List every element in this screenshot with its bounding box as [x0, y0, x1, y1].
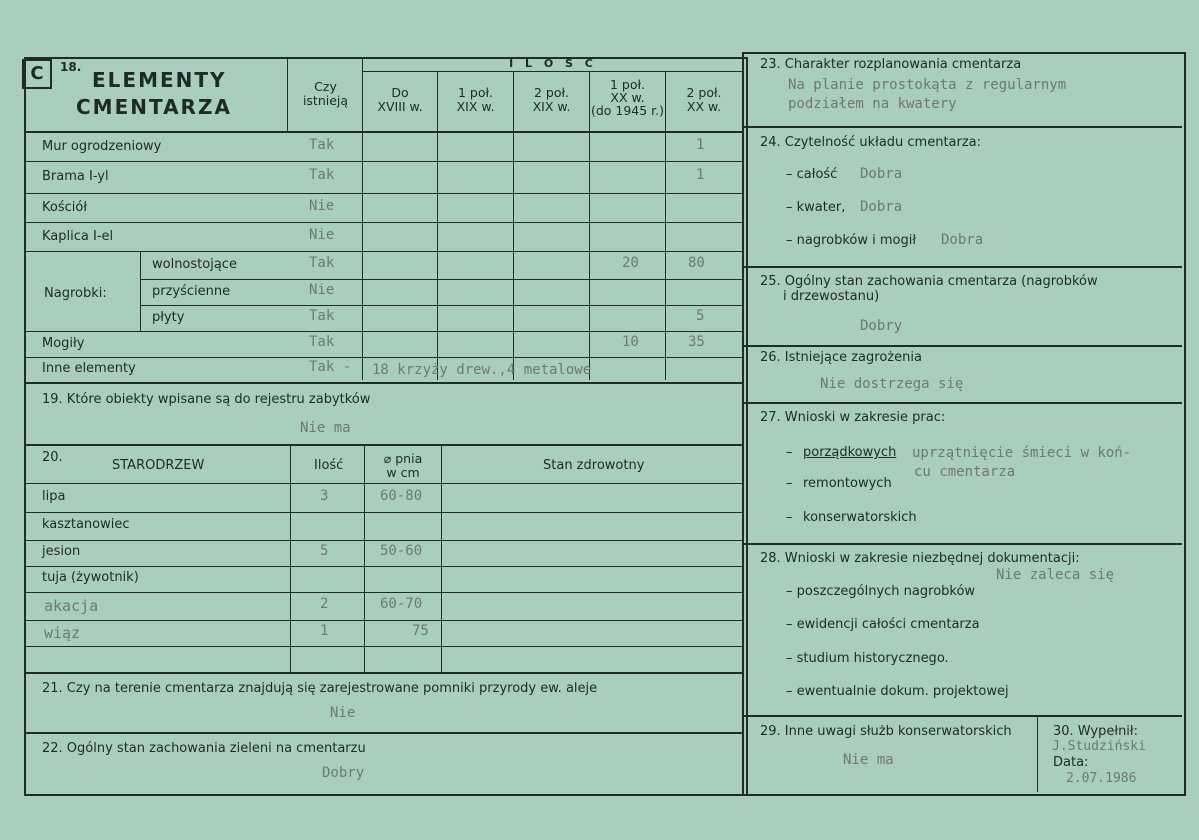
s25-value: Dobry [860, 318, 903, 334]
tree-row-divider [24, 592, 744, 593]
s22-label: 22. Ogólny stan zachowania zieleni na cmentarzu [42, 741, 366, 756]
tree-row-count: 2 [320, 596, 329, 612]
s23-label: 23. Charakter rozplanowania cmentarza [760, 57, 1022, 72]
s28-item-3: – studium historycznego. [786, 651, 949, 666]
s27-dash-1: – [786, 445, 793, 460]
element-row-period-2xx: 35 [688, 334, 705, 350]
ilosc-header: I L O Ś Ć [509, 57, 597, 70]
tree-row-name: akacja [44, 597, 99, 615]
s20-count-header: Ilość [314, 458, 344, 473]
s24-item-1-label: – całość [786, 167, 838, 182]
element-row-divider [24, 251, 744, 252]
s30-label: 30. Wypełnił: [1053, 724, 1138, 739]
tree-row-diameter: 50-60 [380, 543, 423, 559]
s28-value: Nie zaleca się [996, 567, 1115, 583]
tree-row-diameter: 60-70 [380, 596, 423, 612]
period-header-3-line-2: XIX w. [532, 99, 571, 114]
exists-header-1: Czy [314, 79, 337, 94]
tree-row-divider [24, 566, 744, 567]
s26-label: 26. Istniejące zagrożenia [760, 350, 922, 365]
element-row-period-2xx: 1 [696, 137, 705, 153]
tree-row-name: jesion [42, 544, 81, 559]
element-row-exists: Tak [309, 255, 335, 271]
tree-row-name: lipa [42, 489, 66, 504]
s28-item-1: – poszczególnych nagrobków [786, 584, 976, 599]
tree-row-count: 5 [320, 543, 329, 559]
s20-diam-header-2: w cm [386, 465, 420, 480]
s30-date: 2.07.1986 [1066, 771, 1137, 786]
period-header-3-line-1: 2 poł. [533, 85, 570, 100]
element-row-label: Mogiły [42, 336, 85, 351]
s27-value-1: uprzątnięcie śmieci w koń- [912, 445, 1132, 461]
element-row-exists: Tak [309, 137, 335, 153]
element-row-exists: Nie [309, 282, 335, 298]
s24-item-1-value: Dobra [860, 166, 903, 182]
element-row-exists: Tak [309, 334, 335, 350]
s20-num: 20. [42, 450, 63, 465]
inne-elementy-note: 18 krzyży drew.,4 metalowe [372, 362, 592, 378]
element-row-divider [24, 357, 744, 358]
s20-diam-header-1: ⌀ pnia [383, 451, 423, 466]
s20-health-header: Stan zdrowotny [543, 458, 645, 473]
section-number: 18. [60, 60, 82, 74]
s24-item-3-label: – nagrobków i mogił [786, 233, 917, 248]
element-row-divider [24, 222, 744, 223]
s28-item-2: – ewidencji całości cmentarza [786, 617, 980, 632]
period-header-5-line-2: XX w. [686, 99, 722, 114]
element-row-exists: Nie [309, 226, 335, 243]
s19-label: 19. Które obiekty wpisane są do rejestru zabytków [42, 392, 371, 407]
s28-label: 28. Wnioski w zakresie niezbędnej dokumentacji: [760, 551, 1080, 566]
period-header-4-line-2: XX w. [610, 90, 645, 105]
period-header-1-line-1: Do [391, 85, 409, 100]
s21-value: Nie [330, 705, 356, 721]
element-row-label: Mur ogrodzeniowy [42, 139, 162, 154]
period-header-2-line-1: 1 poł. [457, 85, 494, 100]
element-row-divider [140, 279, 744, 280]
tree-row-count: 3 [320, 488, 329, 504]
nagrobki-label: Nagrobki: [44, 286, 107, 301]
element-row-exists: Nie [309, 197, 335, 214]
s27-item-2: remontowych [803, 476, 892, 491]
element-row-label: Brama I-yl [42, 169, 109, 184]
tree-row-name: tuja (żywotnik) [42, 570, 139, 585]
element-row-period-2xx: 80 [688, 255, 705, 271]
s24-item-2-value: Dobra [860, 199, 903, 215]
element-row-label: Inne elementy [42, 360, 136, 376]
s22-value: Dobry [322, 765, 365, 781]
s29-label: 29. Inne uwagi służb konserwatorskich [760, 724, 1012, 739]
title-line2: CMENTARZA [76, 95, 232, 119]
tree-row-diameter: 60-80 [380, 488, 423, 504]
tree-row-divider [24, 540, 744, 541]
s24-item-3-value: Dobra [941, 232, 984, 248]
period-header-4-line-1: 1 poł. [609, 77, 646, 92]
title-line1: ELEMENTY [92, 68, 227, 92]
element-row-label: przyścienne [152, 284, 231, 299]
period-header-1-line-2: XVIII w. [377, 99, 423, 114]
s25-label-2: i drzewostanu) [783, 289, 880, 304]
element-row-exists: Tak - [309, 358, 352, 375]
tree-row-diameter: 75 [412, 623, 429, 639]
s24-label: 24. Czytelność układu cmentarza: [760, 135, 982, 150]
period-header-2-line-2: XIX w. [456, 99, 495, 114]
tree-row-divider [24, 512, 744, 513]
s30-name: J.Studziński [1052, 739, 1146, 754]
element-row-label: wolnostojące [152, 257, 237, 272]
s25-label-1: 25. Ogólny stan zachowania cmentarza (nagrobków [760, 274, 1098, 289]
element-row-period-1945: 20 [622, 255, 639, 271]
s23-line1: Na planie prostokąta z regularnym [788, 77, 1067, 93]
s19-value: Nie ma [300, 420, 351, 436]
period-header-5-line-1: 2 poł. [686, 85, 722, 100]
period-header-4-line-3: (do 1945 r.) [590, 103, 665, 118]
tree-row-name: kasztanowiec [42, 517, 130, 532]
s28-item-4: – ewentualnie dokum. projektowej [786, 684, 1009, 699]
tree-row-count: 1 [320, 623, 329, 639]
s21-label: 21. Czy na terenie cmentarza znajdują się zarejestrowane pomniki przyrody ew. aleje [42, 681, 598, 696]
element-row-period-2xx: 1 [696, 167, 705, 183]
element-row-label: Kaplica I-el [42, 228, 114, 244]
element-row-exists: Tak [309, 308, 335, 324]
tree-row-divider [24, 620, 744, 621]
s23-line2: podziałem na kwatery [788, 96, 957, 112]
s27-value-2: cu cmentarza [914, 464, 1016, 480]
s29-value: Nie ma [843, 752, 894, 768]
element-row-divider [24, 161, 744, 162]
section-code-box: C [22, 59, 52, 89]
element-row-divider [24, 193, 744, 194]
s24-item-2-label: – kwater, [786, 200, 846, 215]
element-row-exists: Tak [309, 167, 335, 183]
tree-row-name: wiąz [44, 624, 81, 642]
s26-value: Nie dostrzega się [820, 376, 964, 392]
s27-dash-3: – [786, 510, 793, 525]
tree-row-divider [24, 646, 744, 647]
element-row-label: płyty [152, 310, 185, 325]
s27-dash-2: – [786, 476, 793, 491]
element-row-divider [24, 331, 744, 332]
element-row-divider [140, 305, 744, 306]
s20-title: STARODRZEW [112, 458, 205, 473]
element-row-period-2xx: 5 [696, 308, 705, 324]
element-row-period-1945: 10 [622, 334, 639, 350]
element-row-label: Kościół [42, 199, 88, 215]
s30-date-label: Data: [1053, 755, 1089, 770]
exists-header-2: istnieją [302, 93, 349, 108]
s27-item-1: porządkowych [803, 445, 897, 460]
s27-item-3: konserwatorskich [803, 510, 917, 525]
s27-label: 27. Wnioski w zakresie prac: [760, 410, 946, 425]
